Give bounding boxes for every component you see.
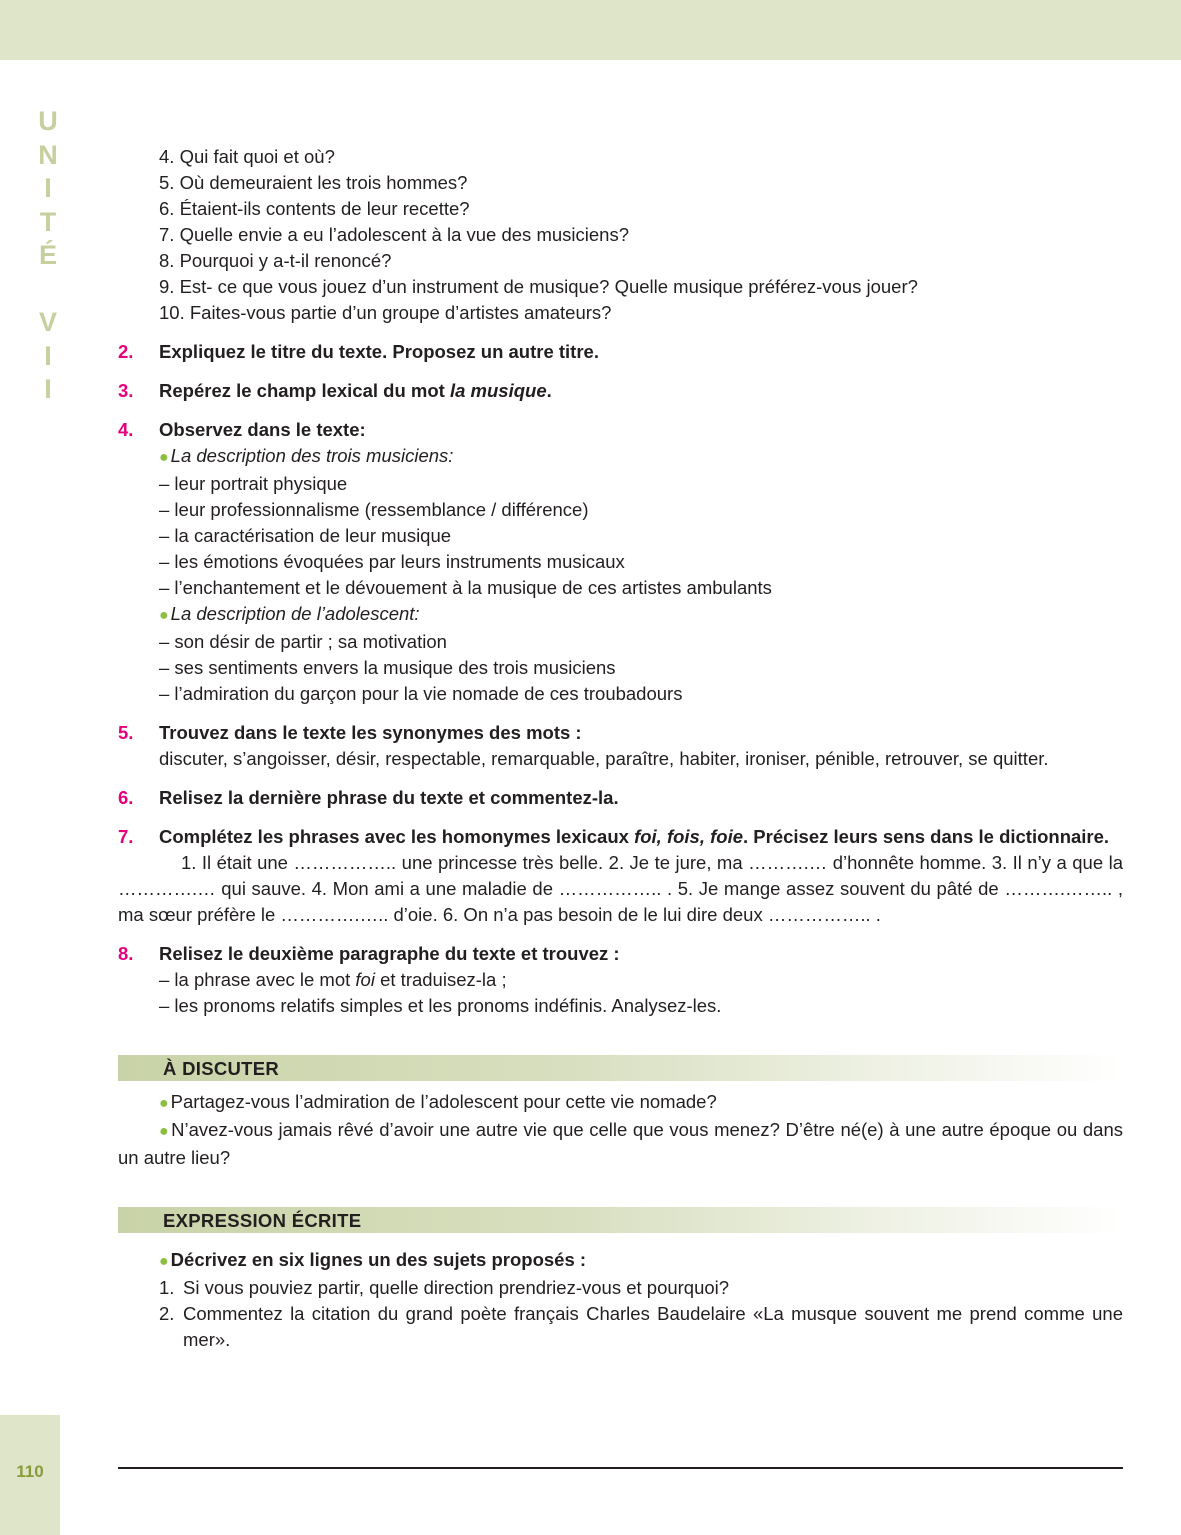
task-title: Relisez le deuxième paragraphe du texte et trouvez : — [159, 943, 620, 964]
task-title: Relisez la dernière phrase du texte et commentez-la. — [159, 787, 619, 808]
section-heading-discuter: À DISCUTER — [118, 1055, 1123, 1081]
bullet-icon: ● — [159, 1123, 170, 1140]
question: 5. Où demeuraient les trois hommes? — [159, 172, 468, 193]
list-item: – les émotions évoquées par leurs instruments musicaux — [159, 551, 625, 572]
task-number: 4. — [118, 419, 134, 440]
word-list: discuter, s’angoisser, désir, respectable, remarquable, paraître, habiter, ironiser, pénible, retrouver, se quitter. — [159, 748, 1049, 769]
expression-body — [118, 1247, 1123, 1353]
topic-text: Si vous pouviez partir, quelle direction prendriez-vous et pourquoi? — [183, 1277, 730, 1298]
task-number: 6. — [118, 787, 134, 808]
bullet-icon: ● — [159, 1095, 169, 1112]
list-item — [159, 967, 1123, 993]
task-title: Trouvez dans le texte les synonymes des mots : — [159, 722, 582, 743]
task-title — [118, 824, 1123, 850]
side-letter: U — [38, 106, 58, 136]
side-letter: I — [44, 173, 52, 203]
writing-topic — [118, 1275, 1123, 1301]
list-item: – l’admiration du garçon pour la vie nomade de ces troubadours — [159, 683, 683, 704]
list-item: – l’enchantement et le dévouement à la musique de ces artistes ambulants — [159, 577, 772, 598]
side-letter: É — [38, 240, 57, 270]
list-item-text: – la phrase avec le mot — [159, 969, 356, 990]
task-number: 5. — [118, 722, 134, 743]
list-item: – les pronoms relatifs simples et les pronoms indéfinis. Analysez-les. — [159, 995, 722, 1016]
task-3 — [118, 378, 1123, 404]
question-list — [118, 144, 1123, 326]
task-7 — [118, 824, 1123, 928]
question: 4. Qui fait quoi et où? — [159, 146, 335, 167]
task-title: Expliquez le titre du texte. Proposez un autre titre. — [159, 341, 599, 362]
side-letter: I — [44, 374, 52, 404]
list-item-emphasis: foi — [355, 969, 375, 990]
discussion-prompt-text: N’avez-vous jamais rêvé d’avoir une autre vie que celle que vous menez? D’être né(e) à une autre époque ou dans un autre lieu? — [118, 1119, 1124, 1168]
list-item: – leur professionnalisme (ressemblance / différence) — [159, 499, 589, 520]
unit-side-label — [30, 105, 66, 407]
section-heading-expression: EXPRESSION ÉCRITE — [118, 1207, 1123, 1233]
task-title-text: Repérez le champ lexical du mot — [159, 380, 450, 401]
list-item: – la caractérisation de leur musique — [159, 525, 452, 546]
task-title: Observez dans le texte: — [159, 419, 366, 440]
writing-instruction — [118, 1247, 1123, 1275]
question: 10. Faites-vous partie d’un groupe d’artistes amateurs? — [159, 302, 612, 323]
list-item: – ses sentiments envers la musique des trois musiciens — [159, 657, 616, 678]
task-title-emphasis: foi, fois, foie — [634, 826, 744, 847]
task-number: 8. — [118, 943, 134, 964]
task-number: 2. — [118, 341, 134, 362]
question: 7. Quelle envie a eu l’adolescent à la vue des musiciens? — [159, 224, 629, 245]
footer-rule — [118, 1467, 1123, 1469]
task-title-text: . Précisez leurs sens dans le dictionnaire. — [743, 826, 1110, 847]
task-title — [159, 378, 1123, 404]
side-letter: I — [44, 340, 52, 371]
task-5 — [118, 720, 1123, 772]
task-number: 7. — [118, 826, 134, 847]
page-content — [118, 144, 1123, 1353]
discuter-body — [118, 1089, 1123, 1171]
task-2 — [118, 339, 1123, 365]
task-4 — [118, 417, 1123, 707]
writing-instruction-text: Décrivez en six lignes un des sujets proposés : — [170, 1249, 587, 1270]
list-item-text: et traduisez-la ; — [374, 969, 507, 990]
writing-topic — [118, 1301, 1123, 1353]
question: 8. Pourquoi y a-t-il renoncé? — [159, 250, 392, 271]
task-title-text: Complétez les phrases avec les homonymes lexicaux — [159, 826, 635, 847]
list-item: – son désir de partir ; sa motivation — [159, 631, 447, 652]
bullet-icon: ● — [159, 1253, 169, 1270]
list-item: – leur portrait physique — [159, 473, 348, 494]
subheading-text: La description des trois musiciens: — [170, 445, 454, 466]
page-number: 110 — [16, 1462, 44, 1481]
task-8 — [118, 941, 1123, 1019]
side-letter: N — [38, 139, 58, 170]
fill-in-exercise: 1. Il était une …………….. une princesse très belle. 2. Je te jure, ma ……….… d’honnête homme. 3. Il n’y a que la ………….… qui sauve. 4. Mon ami a une maladie de …………….. . 5. Je mange assez souvent du pâté de ……….…….. , ma sœur préfère le ………….….. d’oie. 6. On n’a pas besoin de le lui dire deux …………….. . — [118, 852, 1123, 925]
topic-text: Commentez la citation du grand poète français Charles Baudelaire «La musque souvent me prend comme une mer». — [183, 1303, 1123, 1350]
header-band — [0, 0, 1181, 60]
task-title-text: . — [546, 380, 552, 401]
task-number: 3. — [118, 380, 134, 401]
side-letter: T — [39, 206, 57, 237]
discussion-prompt — [118, 1117, 1123, 1171]
subheading — [159, 601, 1123, 629]
subheading — [159, 443, 1123, 471]
task-6 — [118, 785, 1123, 811]
topic-number: 2. — [159, 1303, 175, 1324]
bullet-icon: ● — [159, 449, 169, 466]
question: 6. Étaient-ils contents de leur recette? — [159, 198, 470, 219]
question: 9. Est- ce que vous jouez d’un instrument de musique? Quelle musique préférez-vous jouer? — [159, 276, 918, 297]
subheading-text: La description de l’adolescent: — [170, 603, 420, 624]
discussion-prompt — [118, 1089, 1123, 1117]
task-title-emphasis: la musique — [449, 380, 547, 401]
side-letter: V — [38, 307, 57, 337]
topic-number: 1. — [159, 1277, 175, 1298]
discussion-prompt-text: Partagez-vous l’admiration de l’adolescent pour cette vie nomade? — [170, 1091, 717, 1112]
bullet-icon: ● — [159, 607, 169, 624]
